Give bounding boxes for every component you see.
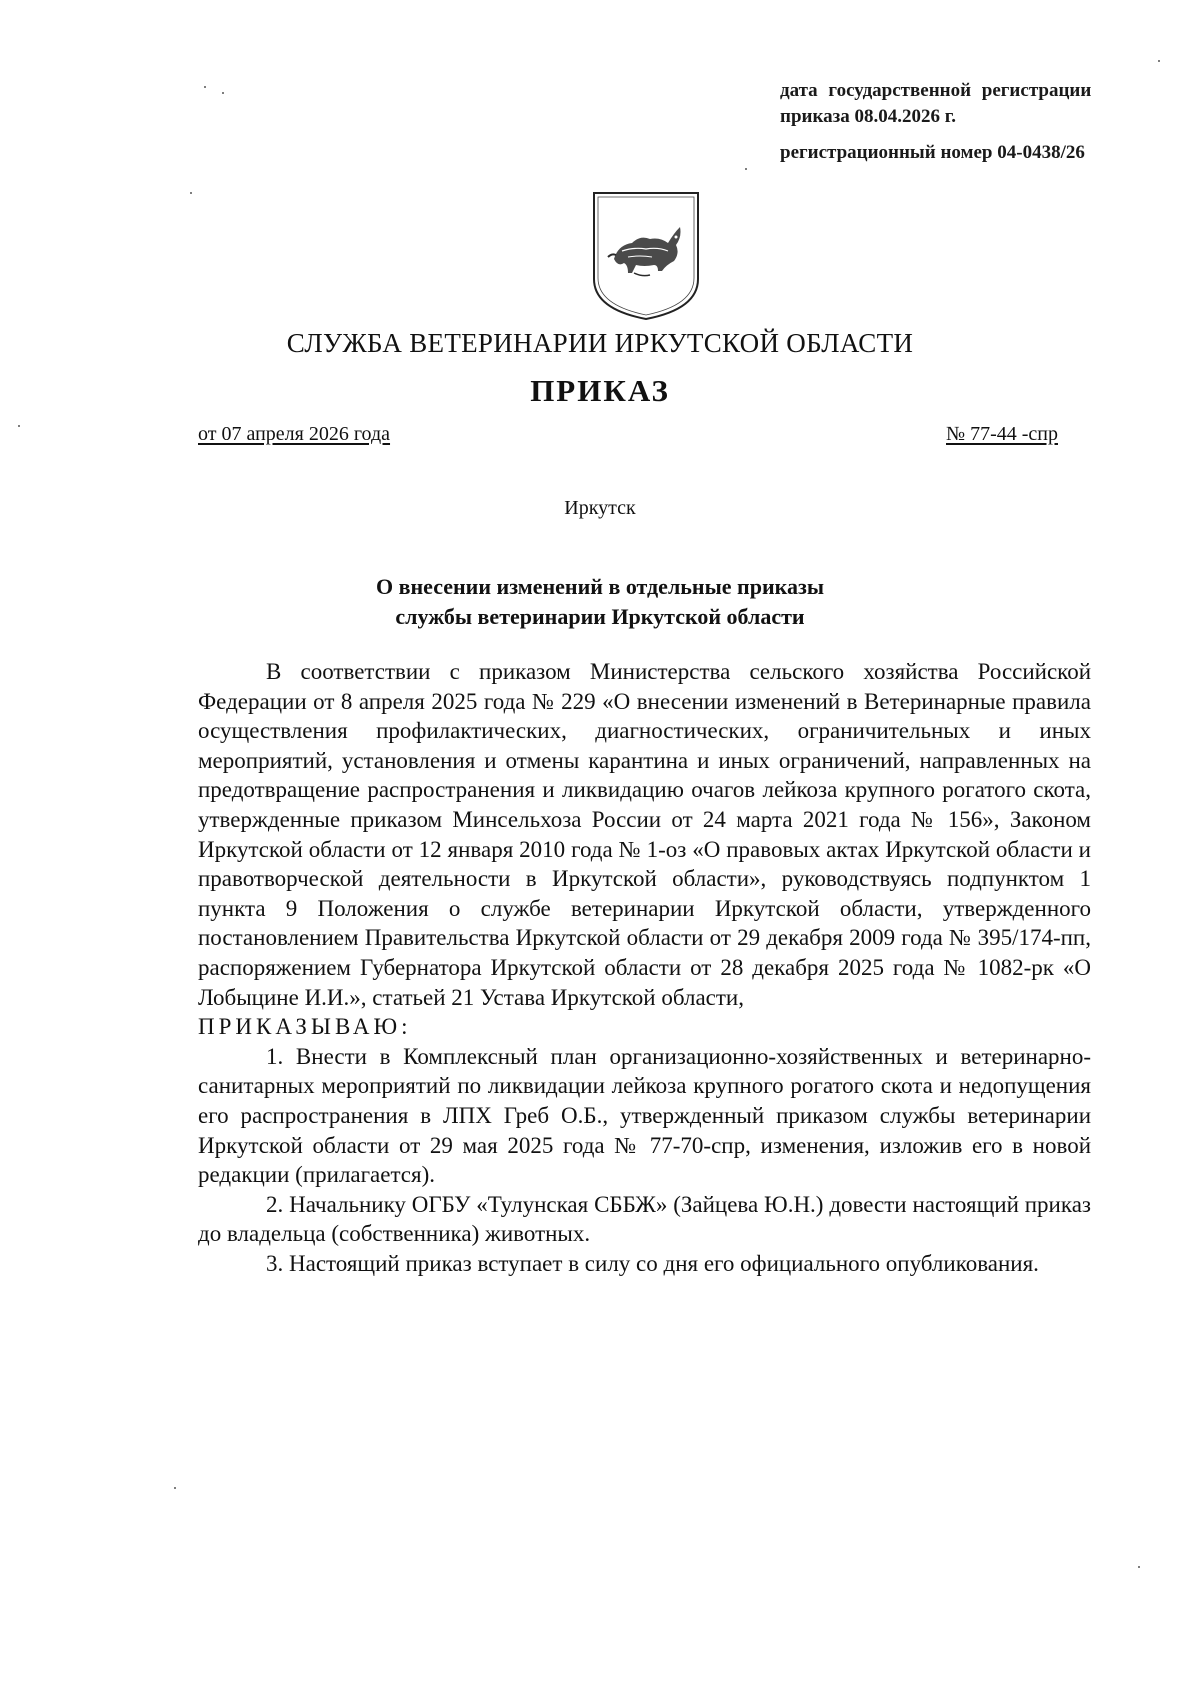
scan-speck [222, 92, 224, 94]
item-2: 2. Начальнику ОГБУ «Тулунская СББЖ» (Зайцева Ю.Н.) довести настоящий приказ до владельца (собственника) животных. [198, 1191, 1091, 1247]
scan-speck [174, 1487, 176, 1489]
scan-speck [745, 168, 747, 170]
registration-stamp [780, 78, 1180, 166]
coat-of-arms-icon [588, 187, 704, 323]
scan-speck [1138, 1566, 1140, 1568]
document-title [0, 572, 1200, 632]
document-title-line2: службы ветеринарии Иркутской области [395, 604, 805, 629]
item-3: 3. Настоящий приказ вступает в силу со дня его официального опубликования. [266, 1250, 1039, 1276]
registration-number: регистрационный номер 04-0438/26 [780, 142, 1085, 163]
scan-speck [1158, 60, 1160, 62]
preamble-paragraph: В соответствии с приказом Министерства сельского хозяйства Российской Федерации от 8 апреля 2025 года № 229 «О внесении изменений в Ветеринарные правила осуществления профилактических, диагностических, ограничительных и иных мероприятий, установления и отмены карантина и иных ограничений, направленных на предотвращение распространения и ликвидацию очагов лейкоза крупного рогатого скота, утвержденные приказом Минсельхоза России от 24 марта 2021 года № 156», Законом Иркутской области от 12 января 2010 года № 1-оз «О правовых актах Иркутской области и правотворческой деятельности в Иркутской области», руководствуясь подпунктом 1 пункта 9 Положения о службе ветеринарии Иркутской области, утвержденного постановлением Правительства Иркутской области от 29 декабря 2009 года № 395/174-пп, распоряжением Губернатора Иркутской области от 28 декабря 2025 года № 1082-рк «О Лобыцине И.И.», статьей 21 Устава Иркутской области, [198, 659, 1091, 1010]
registration-date-line1: дата государственной регистрации [780, 80, 1092, 101]
document-body [198, 657, 1091, 1278]
registration-date-line2: приказа 08.04.2026 г. [780, 106, 956, 127]
scan-speck [204, 86, 206, 88]
document-type: ПРИКАЗ [530, 373, 670, 408]
document-title-line1: О внесении изменений в отдельные приказы [376, 574, 824, 599]
city: Иркутск [564, 497, 636, 519]
scan-speck [18, 425, 20, 427]
organization-name: СЛУЖБА ВЕТЕРИНАРИИ ИРКУТСКОЙ ОБЛАСТИ [286, 328, 914, 358]
order-date: от 07 апреля 2026 года [198, 423, 391, 445]
item-1: 1. Внести в Комплексный план организационно-хозяйственных и ветеринарно-санитарных мероприятий по ликвидации лейкоза крупного рогатого скота и недопущения его распространения в ЛПХ Греб О.Б., утвержденный приказом службы ветеринарии Иркутской области от 29 мая 2025 года № 77-70-спр, изменения, изложив его в новой редакции (прилагается). [198, 1043, 1091, 1188]
order-number: № 77-44 -спр [946, 423, 1058, 445]
command-word: ПРИКАЗЫВАЮ: [198, 1014, 412, 1040]
scan-speck [190, 192, 192, 194]
